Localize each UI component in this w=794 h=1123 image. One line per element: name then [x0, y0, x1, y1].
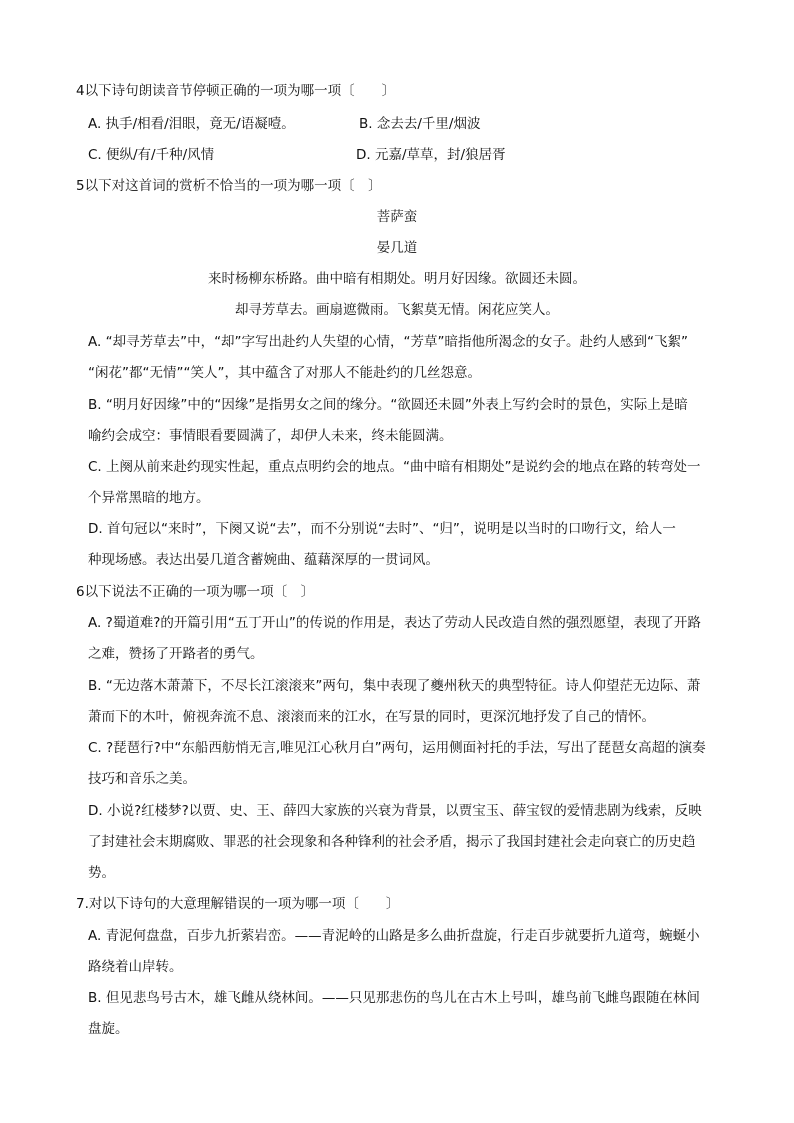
question-5-option-a-line-2: “闲花”都“无情”“笑人”，其中蕴含了对那人不能赴约的几丝怨意。: [88, 365, 481, 381]
question-6-option-c-line-1: C. ?琵琶行?中“东船西舫悄无言,唯见江心秋月白”两句，运用侧面衬托的手法，写出了琵琶女高超的演奏: [88, 740, 706, 756]
question-4-option-a: A. 执手/相看/泪眼，竟无/语凝噎。: [88, 116, 295, 132]
question-7-option-a-line-1: A. 青泥何盘盘，百步九折萦岩峦。——青泥岭的山路是多么曲折盘旋，行走百步就要折九道弯，蜿蜒小: [88, 928, 700, 944]
question-4-option-c: C. 便纵/有/千种/风情: [88, 147, 215, 163]
poem-author: 晏几道: [376, 240, 418, 256]
question-6-option-b-line-2: 萧而下的木叶，俯视奔流不息、滚滚而来的江水，在写景的同时，更深沉地抒发了自己的情怀。: [88, 709, 655, 725]
question-4-stem: 4以下诗句朗读音节停顿正确的一项为哪一项〔 〕: [76, 83, 396, 99]
question-5-option-a-line-1: A. “却寻芳草去”中，“却”字写出赴约人失望的心情，“芳草”暗指他所渴念的女子。赴约人感到“飞絮”: [88, 334, 689, 350]
question-5-stem: 5以下对这首词的赏析不恰当的一项为哪一项〔 〕: [76, 178, 382, 194]
poem-line-1: 来时杨柳东桥路。曲中暗有相期处。明月好因缘。欲圆还未圆。: [208, 271, 586, 287]
question-6-option-d-line-2: 了封建社会末期腐败、罪恶的社会现象和各种锋利的社会矛盾，揭示了我国封建社会走向衰亡的历史趋: [88, 834, 696, 850]
question-6-option-c-line-2: 技巧和音乐之美。: [88, 771, 196, 787]
question-7-stem: 7.对以下诗句的大意理解错误的一项为哪一项〔 〕: [76, 896, 400, 912]
question-7-option-b-line-1: B. 但见悲鸟号古木，雄飞雌从绕林间。——只见那悲伤的鸟儿在古木上号叫，雄鸟前飞雌鸟跟随在林间: [88, 990, 700, 1006]
question-6-option-d-line-3: 势。: [88, 865, 115, 881]
question-4-option-d: D. 元嘉/草草，封/狼居胥: [356, 147, 506, 163]
question-5-option-d-line-2: 种现场感。表达出晏几道含蓄婉曲、蕴藉深厚的一贯词风。: [88, 552, 439, 568]
question-5-option-b-line-1: B. “明月好因缘”中的“因缘”是指男女之间的缘分。“欲圆还未圆”外表上写约会时的景色，实际上是暗: [88, 397, 688, 413]
question-7-option-b-line-2: 盘旋。: [88, 1021, 129, 1037]
poem-line-2: 却寻芳草去。画扇遮微雨。飞絮莫无情。闲花应笑人。: [235, 302, 559, 318]
question-5-option-c-line-1: C. 上阕从前来赴约现实性起，重点点明约会的地点。“曲中暗有相期处”是说约会的地点在路的转弯处一: [88, 459, 701, 475]
question-6-option-a-line-2: 之难，赞扬了开路者的勇气。: [88, 646, 264, 662]
question-6-option-a-line-1: A. ?蜀道难?的开篇引用“五丁开山”的传说的作用是，表达了劳动人民改造自然的强烈愿望，表现了开路: [88, 615, 701, 631]
question-4-option-b: B. 念去去/千里/烟波: [359, 116, 481, 132]
question-5-option-d-line-1: D. 首句冠以“来时”，下阕又说“去”，而不分别说“去时”、“归”，说明是以当时的口吻行文，给人一: [88, 521, 676, 537]
question-6-option-b-line-1: B. “无边落木萧萧下，不尽长江滚滚来”两句，集中表现了夔州秋天的典型特征。诗人仰望茫无边际、萧: [88, 678, 701, 694]
question-5-option-b-line-2: 喻约会成空：事情眼看要圆满了，却伊人未来，终未能圆满。: [88, 428, 453, 444]
question-6-option-d-line-1: D. 小说?红楼梦?以贾、史、王、薛四大家族的兴衰为背景，以贾宝玉、薛宝钗的爱情悲剧为线索，反映: [88, 803, 702, 819]
question-7-option-a-line-2: 路绕着山岸转。: [88, 959, 183, 975]
poem-title: 菩萨蛮: [376, 209, 418, 225]
question-6-stem: 6以下说法不正确的一项为哪一项〔 〕: [76, 584, 315, 600]
question-5-option-c-line-2: 个异常黑暗的地方。: [88, 490, 210, 506]
